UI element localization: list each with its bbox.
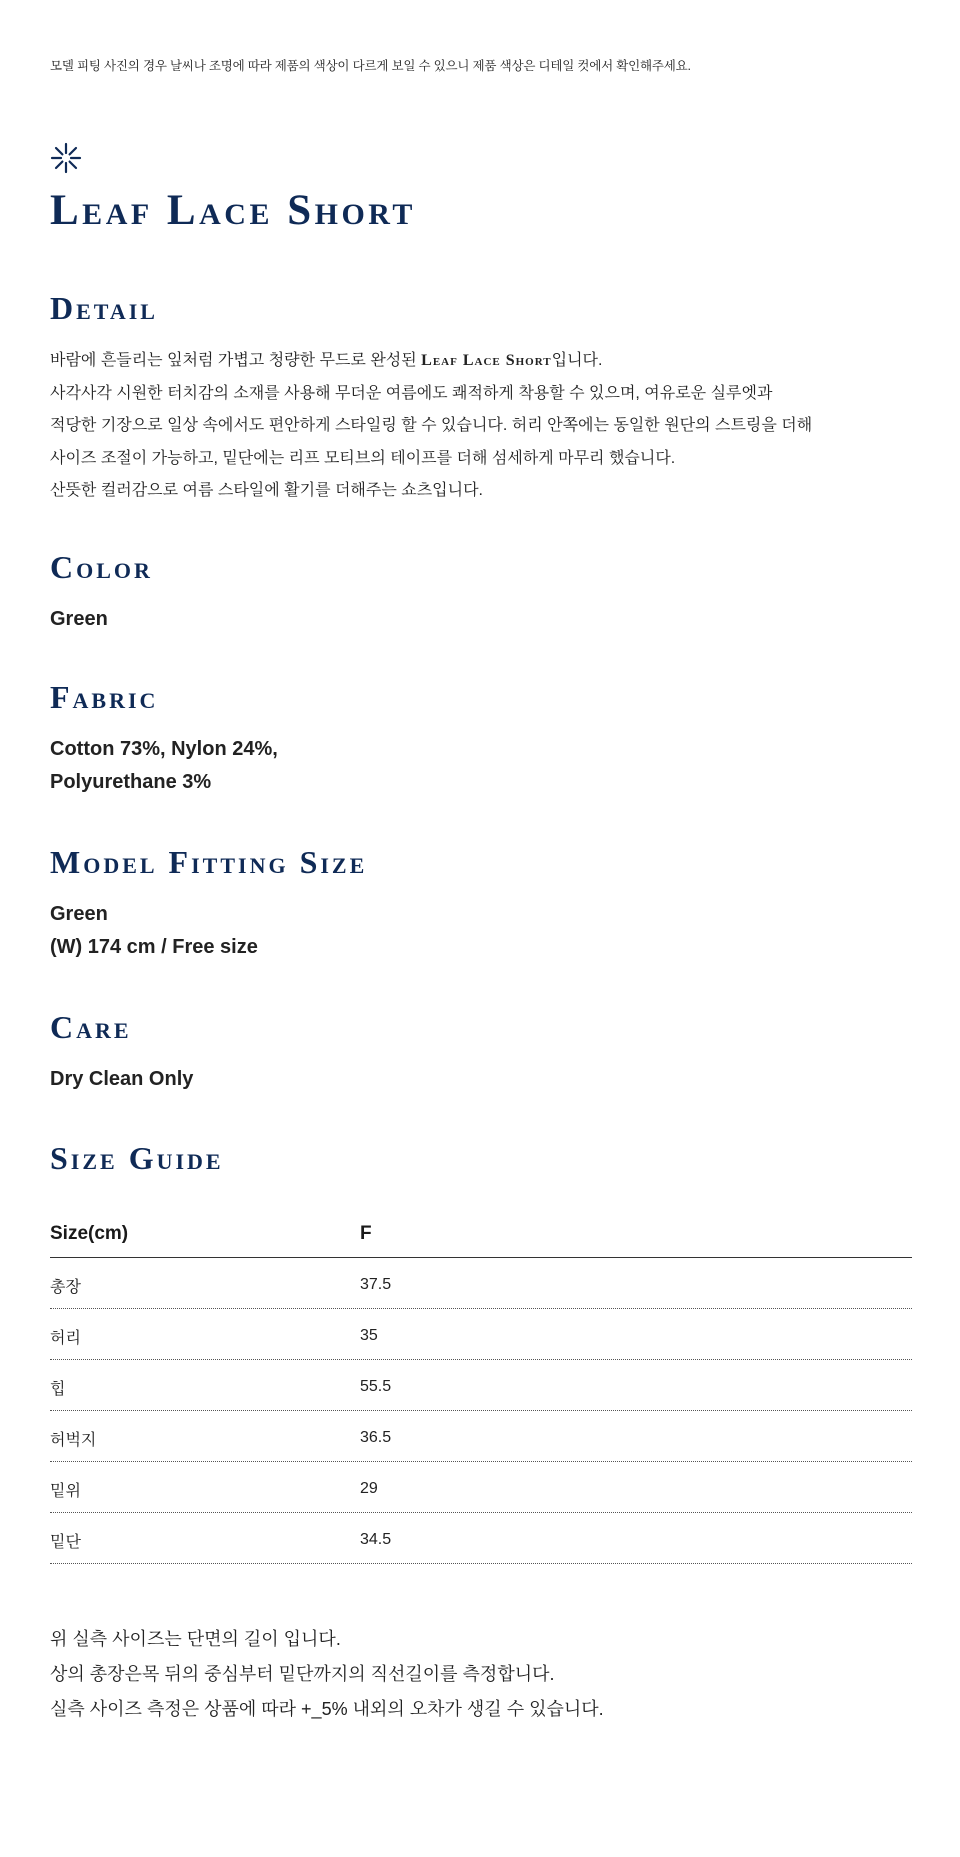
fabric-value	[50, 733, 278, 798]
detail-line-1-prefix: 바람에 흔들리는 잎처럼 가볍고 청량한 무드로 완성된	[50, 352, 422, 369]
footnote-line-3: 실측 사이즈 측정은 상품에 따라 +_5% 내외의 오차가 생길 수 있습니다.	[50, 1699, 604, 1719]
care-value-text: Dry Clean Only	[50, 1068, 194, 1090]
detail-line-4: 사이즈 조절이 가능하고, 밑단에는 리프 모티브의 테이프를 더해 섬세하게 마무리 했습니다.	[50, 449, 676, 467]
model-fitting-heading: Model Fitting Size	[50, 844, 368, 880]
care-heading: Care	[50, 1009, 132, 1045]
size-row-label: 허리	[50, 1329, 81, 1347]
footnote-line-1: 위 실측 사이즈는 단면의 길이 입니다.	[50, 1629, 341, 1649]
color-heading: Color	[50, 549, 153, 585]
size-row-value: 35	[360, 1327, 378, 1344]
size-row-label: 허벅지	[50, 1431, 97, 1449]
table-row	[50, 1462, 912, 1513]
table-row	[50, 1309, 912, 1360]
size-row-value: 37.5	[360, 1276, 392, 1293]
detail-line-1-suffix: 입니다.	[551, 352, 603, 369]
color-notice: 모델 피팅 사진의 경우 날씨나 조명에 따라 제품의 색상이 다르게 보일 수 있으니 제품 색상은 디테일 컷에서 확인해주세요.	[50, 59, 691, 73]
detail-heading: Detail	[50, 290, 158, 326]
size-row-value: 29	[360, 1480, 378, 1497]
model-line-2: (W) 174 cm / Free size	[50, 935, 258, 958]
size-row-value: 34.5	[360, 1531, 392, 1548]
size-row-value: 36.5	[360, 1429, 392, 1446]
size-header-label: Size(cm)	[50, 1223, 129, 1244]
table-row	[50, 1258, 912, 1309]
size-table-header	[50, 1207, 912, 1258]
table-row	[50, 1513, 912, 1564]
color-value-text: Green	[50, 608, 108, 630]
model-line-1: Green	[50, 903, 108, 925]
size-row-label: 밑단	[50, 1533, 81, 1551]
size-row-label: 총장	[50, 1278, 81, 1296]
size-row-label: 힙	[50, 1380, 66, 1398]
size-header-value: F	[360, 1223, 372, 1244]
care-value	[50, 1063, 193, 1096]
table-row	[50, 1411, 912, 1462]
footnote-line-2: 상의 총장은목 뒤의 중심부터 밑단까지의 직선길이를 측정합니다.	[50, 1664, 555, 1684]
model-fitting-value	[50, 898, 258, 963]
size-footnote	[50, 1622, 604, 1727]
detail-line-5: 산뜻한 컬러감으로 여름 스타일에 활기를 더해주는 쇼츠입니다.	[50, 482, 483, 499]
size-table	[50, 1207, 912, 1564]
asterisk-burst-icon	[50, 142, 82, 174]
fabric-heading: Fabric	[50, 679, 159, 715]
fabric-line-2: Polyurethane 3%	[50, 770, 212, 793]
product-title: Leaf Lace Short	[50, 187, 416, 234]
color-value	[50, 603, 108, 636]
size-guide-heading: Size Guide	[50, 1140, 224, 1176]
detail-product-name: Leaf Lace Short	[421, 352, 552, 369]
size-row-value: 55.5	[360, 1378, 392, 1395]
size-row-label: 밑위	[50, 1482, 81, 1500]
table-row	[50, 1360, 912, 1411]
detail-line-3: 적당한 기장으로 일상 속에서도 편안하게 스타일링 할 수 있습니다. 허리 안쪽에는 동일한 원단의 스트링을 더해	[50, 417, 813, 434]
detail-description	[50, 345, 812, 508]
fabric-line-1: Cotton 73%, Nylon 24%,	[50, 738, 278, 760]
detail-line-2: 사각사각 시원한 터치감의 소재를 사용해 무더운 여름에도 쾌적하게 착용할 수 있으며, 여유로운 실루엣과	[50, 384, 773, 402]
detail-line-1	[50, 345, 812, 378]
